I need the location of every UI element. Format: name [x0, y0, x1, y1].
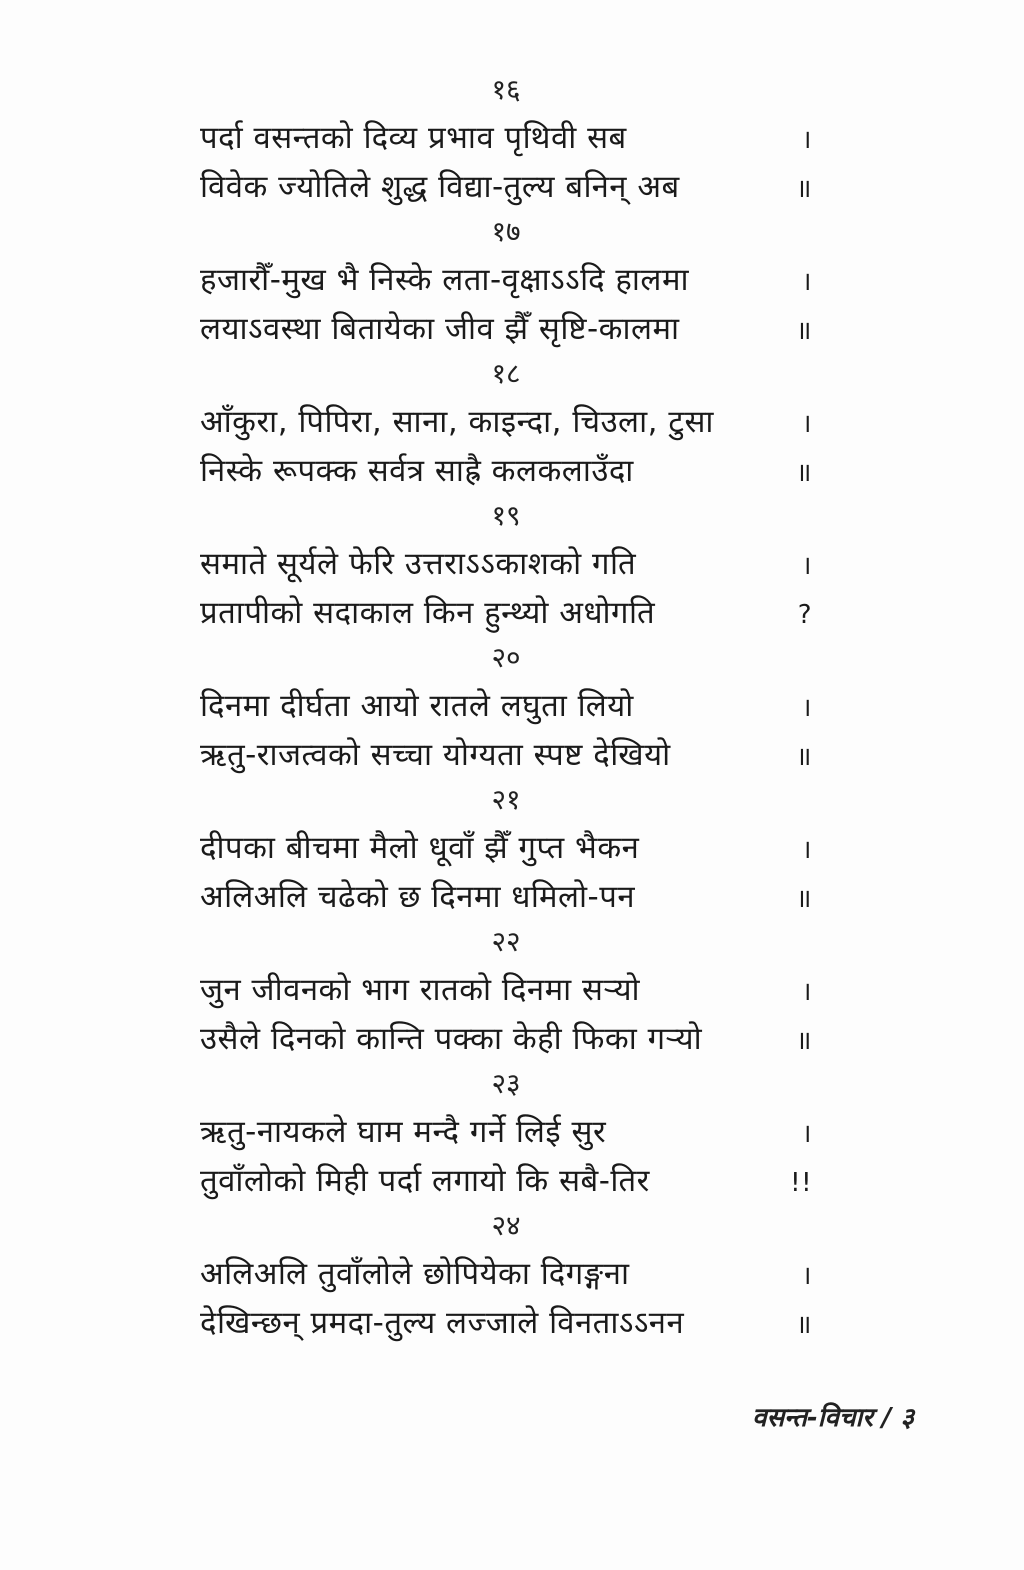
verse-line: [200, 682, 812, 731]
verse-end-mark: ।: [801, 125, 812, 155]
verse-line: [200, 731, 812, 780]
verse-line: [200, 824, 812, 873]
stanza-24: [200, 1206, 812, 1348]
stanza-19: [200, 496, 812, 638]
verse-end-mark: ।: [801, 1261, 812, 1291]
verse-text: देखिन्छन् प्रमदा-तुल्य लज्जाले विनताऽऽनन: [200, 1305, 685, 1341]
verse-end-mark: ॥: [795, 458, 812, 488]
verse-line: [200, 589, 812, 638]
footer-separator: /: [881, 1403, 892, 1433]
verse-line: [200, 256, 812, 305]
verse-line: [200, 305, 812, 354]
stanza-number: १९: [491, 499, 521, 532]
verse-text: उसैले दिनको कान्ति पक्का केही फिका गऱ्यो: [200, 1021, 703, 1057]
verse-text: दिनमा दीर्घता आयो रातले लघुता लियो: [200, 688, 634, 724]
stanza-16: [200, 70, 812, 212]
verse-line: [200, 398, 812, 447]
verse-line: [200, 447, 812, 496]
page-number: ३: [900, 1403, 914, 1433]
stanza-21: [200, 780, 812, 922]
verse-end-mark: ।: [801, 409, 812, 439]
verse-end-mark: ।: [801, 835, 812, 865]
stanza-number: २२: [491, 925, 521, 958]
verse-text: प्रतापीको सदाकाल किन हुन्थ्यो अधोगति: [200, 595, 656, 631]
book-title: वसन्त-विचार: [752, 1403, 873, 1433]
stanza-number: २४: [491, 1209, 521, 1242]
stanza-number: १८: [491, 357, 521, 390]
stanza-number: १६: [491, 73, 521, 106]
verse-end-mark: ।: [801, 1119, 812, 1149]
stanza-number: २०: [491, 641, 521, 674]
verse-end-mark: ॥: [795, 316, 812, 346]
stanza-22: [200, 922, 812, 1064]
verse-line: [200, 1250, 812, 1299]
verse-text: ऋतु-राजत्वको सच्चा योग्यता स्पष्ट देखियो: [200, 737, 671, 773]
verse-end-mark: ॥: [795, 1310, 812, 1340]
stanza-20: [200, 638, 812, 780]
verse-line: [200, 1108, 812, 1157]
verse-text: हजारौँ-मुख भै निस्के लता-वृक्षाऽऽदि हालमा: [200, 262, 690, 298]
verse-end-mark: ।: [801, 267, 812, 297]
stanza-number: २१: [491, 783, 521, 816]
verse-text: निस्के रूपक्क सर्वत्र साह्रै कलकलाउँदा: [200, 453, 634, 489]
verse-end-mark: ॥: [795, 884, 812, 914]
verse-text: तुवाँलोको मिही पर्दा लगायो कि सबै-तिर: [200, 1163, 650, 1199]
verse-end-mark: ?: [797, 600, 812, 630]
verse-line: [200, 1015, 812, 1064]
verse-text: अलिअलि चढेको छ दिनमा धमिलो-पन: [200, 879, 636, 915]
verse-end-mark: ॥: [795, 1026, 812, 1056]
stanza-17: [200, 212, 812, 354]
verse-text: जुन जीवनको भाग रातको दिनमा सऱ्यो: [200, 972, 641, 1008]
stanza-number: २३: [491, 1067, 521, 1100]
verse-end-mark: ।: [801, 977, 812, 1007]
verse-text: दीपका बीचमा मैलो धूवाँ झैँ गुप्त भैकन: [200, 830, 640, 866]
verse-text: पर्दा वसन्तको दिव्य प्रभाव पृथिवी सब: [200, 120, 627, 156]
stanza-18: [200, 354, 812, 496]
verse-text: विवेक ज्योतिले शुद्ध विद्या-तुल्य बनिन् अब: [200, 169, 680, 205]
verse-line: [200, 966, 812, 1015]
verse-line: [200, 163, 812, 212]
stanza-23: [200, 1064, 812, 1206]
verse-text: आँकुरा, पिपिरा, साना, काइन्दा, चिउला, टुसा: [200, 404, 714, 440]
verse-text: ऋतु-नायकले घाम मन्दै गर्ने लिई सुर: [200, 1114, 607, 1150]
verse-text: समाते सूर्यले फेरि उत्तराऽऽकाशको गति: [200, 546, 637, 582]
verse-end-mark: ।: [801, 551, 812, 581]
verse-end-mark: ॥: [795, 742, 812, 772]
verse-line: [200, 1157, 812, 1206]
verse-line: [200, 1299, 812, 1348]
stanza-number: १७: [491, 215, 521, 248]
verse-end-mark: ॥: [795, 174, 812, 204]
verse-line: [200, 540, 812, 589]
verse-text: लयाऽवस्था बितायेका जीव झैँ सृष्टि-कालमा: [200, 311, 680, 347]
verse-end-mark: ।: [801, 693, 812, 723]
verse-end-mark: !!: [790, 1168, 812, 1198]
verse-list: [200, 70, 812, 1348]
page-footer: [752, 1398, 914, 1434]
verse-line: [200, 873, 812, 922]
verse-line: [200, 114, 812, 163]
verse-text: अलिअलि तुवाँलोले छोपियेका दिगङ्गना: [200, 1256, 630, 1292]
